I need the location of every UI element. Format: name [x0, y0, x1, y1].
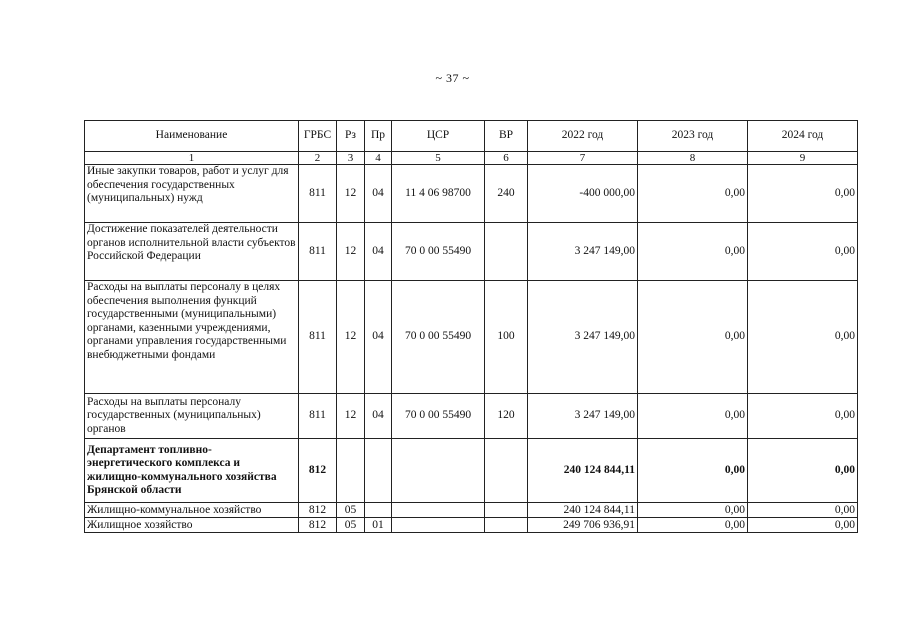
row-2022: 3 247 149,00 — [528, 223, 638, 281]
row-grbs: 812 — [299, 518, 337, 533]
row-csr: 11 4 06 98700 — [392, 165, 485, 223]
table-row — [85, 394, 858, 439]
column-number: 4 — [365, 152, 392, 165]
header-row — [85, 121, 858, 152]
row-vr — [485, 439, 528, 503]
row-2023: 0,00 — [638, 165, 748, 223]
row-pr: 04 — [365, 223, 392, 281]
header-2023: 2023 год — [638, 121, 748, 152]
row-csr — [392, 518, 485, 533]
row-2023: 0,00 — [638, 223, 748, 281]
column-number: 6 — [485, 152, 528, 165]
row-2024: 0,00 — [748, 439, 858, 503]
row-rz — [337, 439, 365, 503]
row-vr: 240 — [485, 165, 528, 223]
row-pr: 04 — [365, 165, 392, 223]
table-row — [85, 165, 858, 223]
row-2024: 0,00 — [748, 394, 858, 439]
row-2023: 0,00 — [638, 394, 748, 439]
row-name: Жилищное хозяйство — [85, 518, 299, 533]
row-pr: 04 — [365, 281, 392, 394]
row-2022: 3 247 149,00 — [528, 281, 638, 394]
row-grbs: 812 — [299, 439, 337, 503]
table-row — [85, 503, 858, 518]
table-row — [85, 223, 858, 281]
row-csr: 70 0 00 55490 — [392, 223, 485, 281]
row-name: Достижение показателей деятельности органов исполнительной власти субъектов Российской Федерации — [85, 223, 299, 281]
header-2024: 2024 год — [748, 121, 858, 152]
row-2022: 240 124 844,11 — [528, 503, 638, 518]
column-number: 8 — [638, 152, 748, 165]
row-grbs: 811 — [299, 281, 337, 394]
row-csr: 70 0 00 55490 — [392, 281, 485, 394]
header-name: Наименование — [85, 121, 299, 152]
column-number: 5 — [392, 152, 485, 165]
row-vr — [485, 503, 528, 518]
column-number: 3 — [337, 152, 365, 165]
header-2022: 2022 год — [528, 121, 638, 152]
row-pr — [365, 439, 392, 503]
row-rz: 05 — [337, 518, 365, 533]
column-number: 2 — [299, 152, 337, 165]
row-2024: 0,00 — [748, 165, 858, 223]
row-vr: 120 — [485, 394, 528, 439]
row-grbs: 811 — [299, 165, 337, 223]
row-csr — [392, 503, 485, 518]
header-vr: ВР — [485, 121, 528, 152]
row-grbs: 811 — [299, 223, 337, 281]
row-2022: 3 247 149,00 — [528, 394, 638, 439]
column-number: 9 — [748, 152, 858, 165]
column-number-row — [85, 152, 858, 165]
row-pr — [365, 503, 392, 518]
header-rz: Рз — [337, 121, 365, 152]
row-csr — [392, 439, 485, 503]
row-pr: 01 — [365, 518, 392, 533]
row-2022: 249 706 936,91 — [528, 518, 638, 533]
row-2022: -400 000,00 — [528, 165, 638, 223]
table-row — [85, 281, 858, 394]
row-2024: 0,00 — [748, 281, 858, 394]
row-grbs: 811 — [299, 394, 337, 439]
header-grbs: ГРБС — [299, 121, 337, 152]
row-name: Жилищно-коммунальное хозяйство — [85, 503, 299, 518]
row-2023: 0,00 — [638, 439, 748, 503]
row-vr: 100 — [485, 281, 528, 394]
row-rz: 12 — [337, 281, 365, 394]
row-vr — [485, 518, 528, 533]
row-2023: 0,00 — [638, 281, 748, 394]
row-rz: 12 — [337, 394, 365, 439]
row-vr — [485, 223, 528, 281]
row-name: Расходы на выплаты персоналу в целях обеспечения выполнения функций государственными (муниципальными) органами, казенными учреждениями, органами управления государственными внебюджетными фондами — [85, 281, 299, 394]
row-2024: 0,00 — [748, 518, 858, 533]
column-number: 7 — [528, 152, 638, 165]
column-number: 1 — [85, 152, 299, 165]
row-rz: 05 — [337, 503, 365, 518]
header-pr: Пр — [365, 121, 392, 152]
table-row — [85, 518, 858, 533]
row-rz: 12 — [337, 165, 365, 223]
row-2022: 240 124 844,11 — [528, 439, 638, 503]
table-row-department — [85, 439, 858, 503]
row-2023: 0,00 — [638, 503, 748, 518]
row-rz: 12 — [337, 223, 365, 281]
row-2023: 0,00 — [638, 518, 748, 533]
budget-table — [84, 120, 858, 533]
row-2024: 0,00 — [748, 503, 858, 518]
row-name: Расходы на выплаты персоналу государственных (муниципальных) органов — [85, 394, 299, 439]
row-csr: 70 0 00 55490 — [392, 394, 485, 439]
row-2024: 0,00 — [748, 223, 858, 281]
header-csr: ЦСР — [392, 121, 485, 152]
page-number: ~ 37 ~ — [435, 71, 470, 85]
row-name: Департамент топливно-энергетического комплекса и жилищно-коммунального хозяйства Брянской области — [85, 439, 299, 503]
row-grbs: 812 — [299, 503, 337, 518]
row-name: Иные закупки товаров, работ и услуг для обеспечения государственных (муниципальных) нужд — [85, 165, 299, 223]
row-pr: 04 — [365, 394, 392, 439]
